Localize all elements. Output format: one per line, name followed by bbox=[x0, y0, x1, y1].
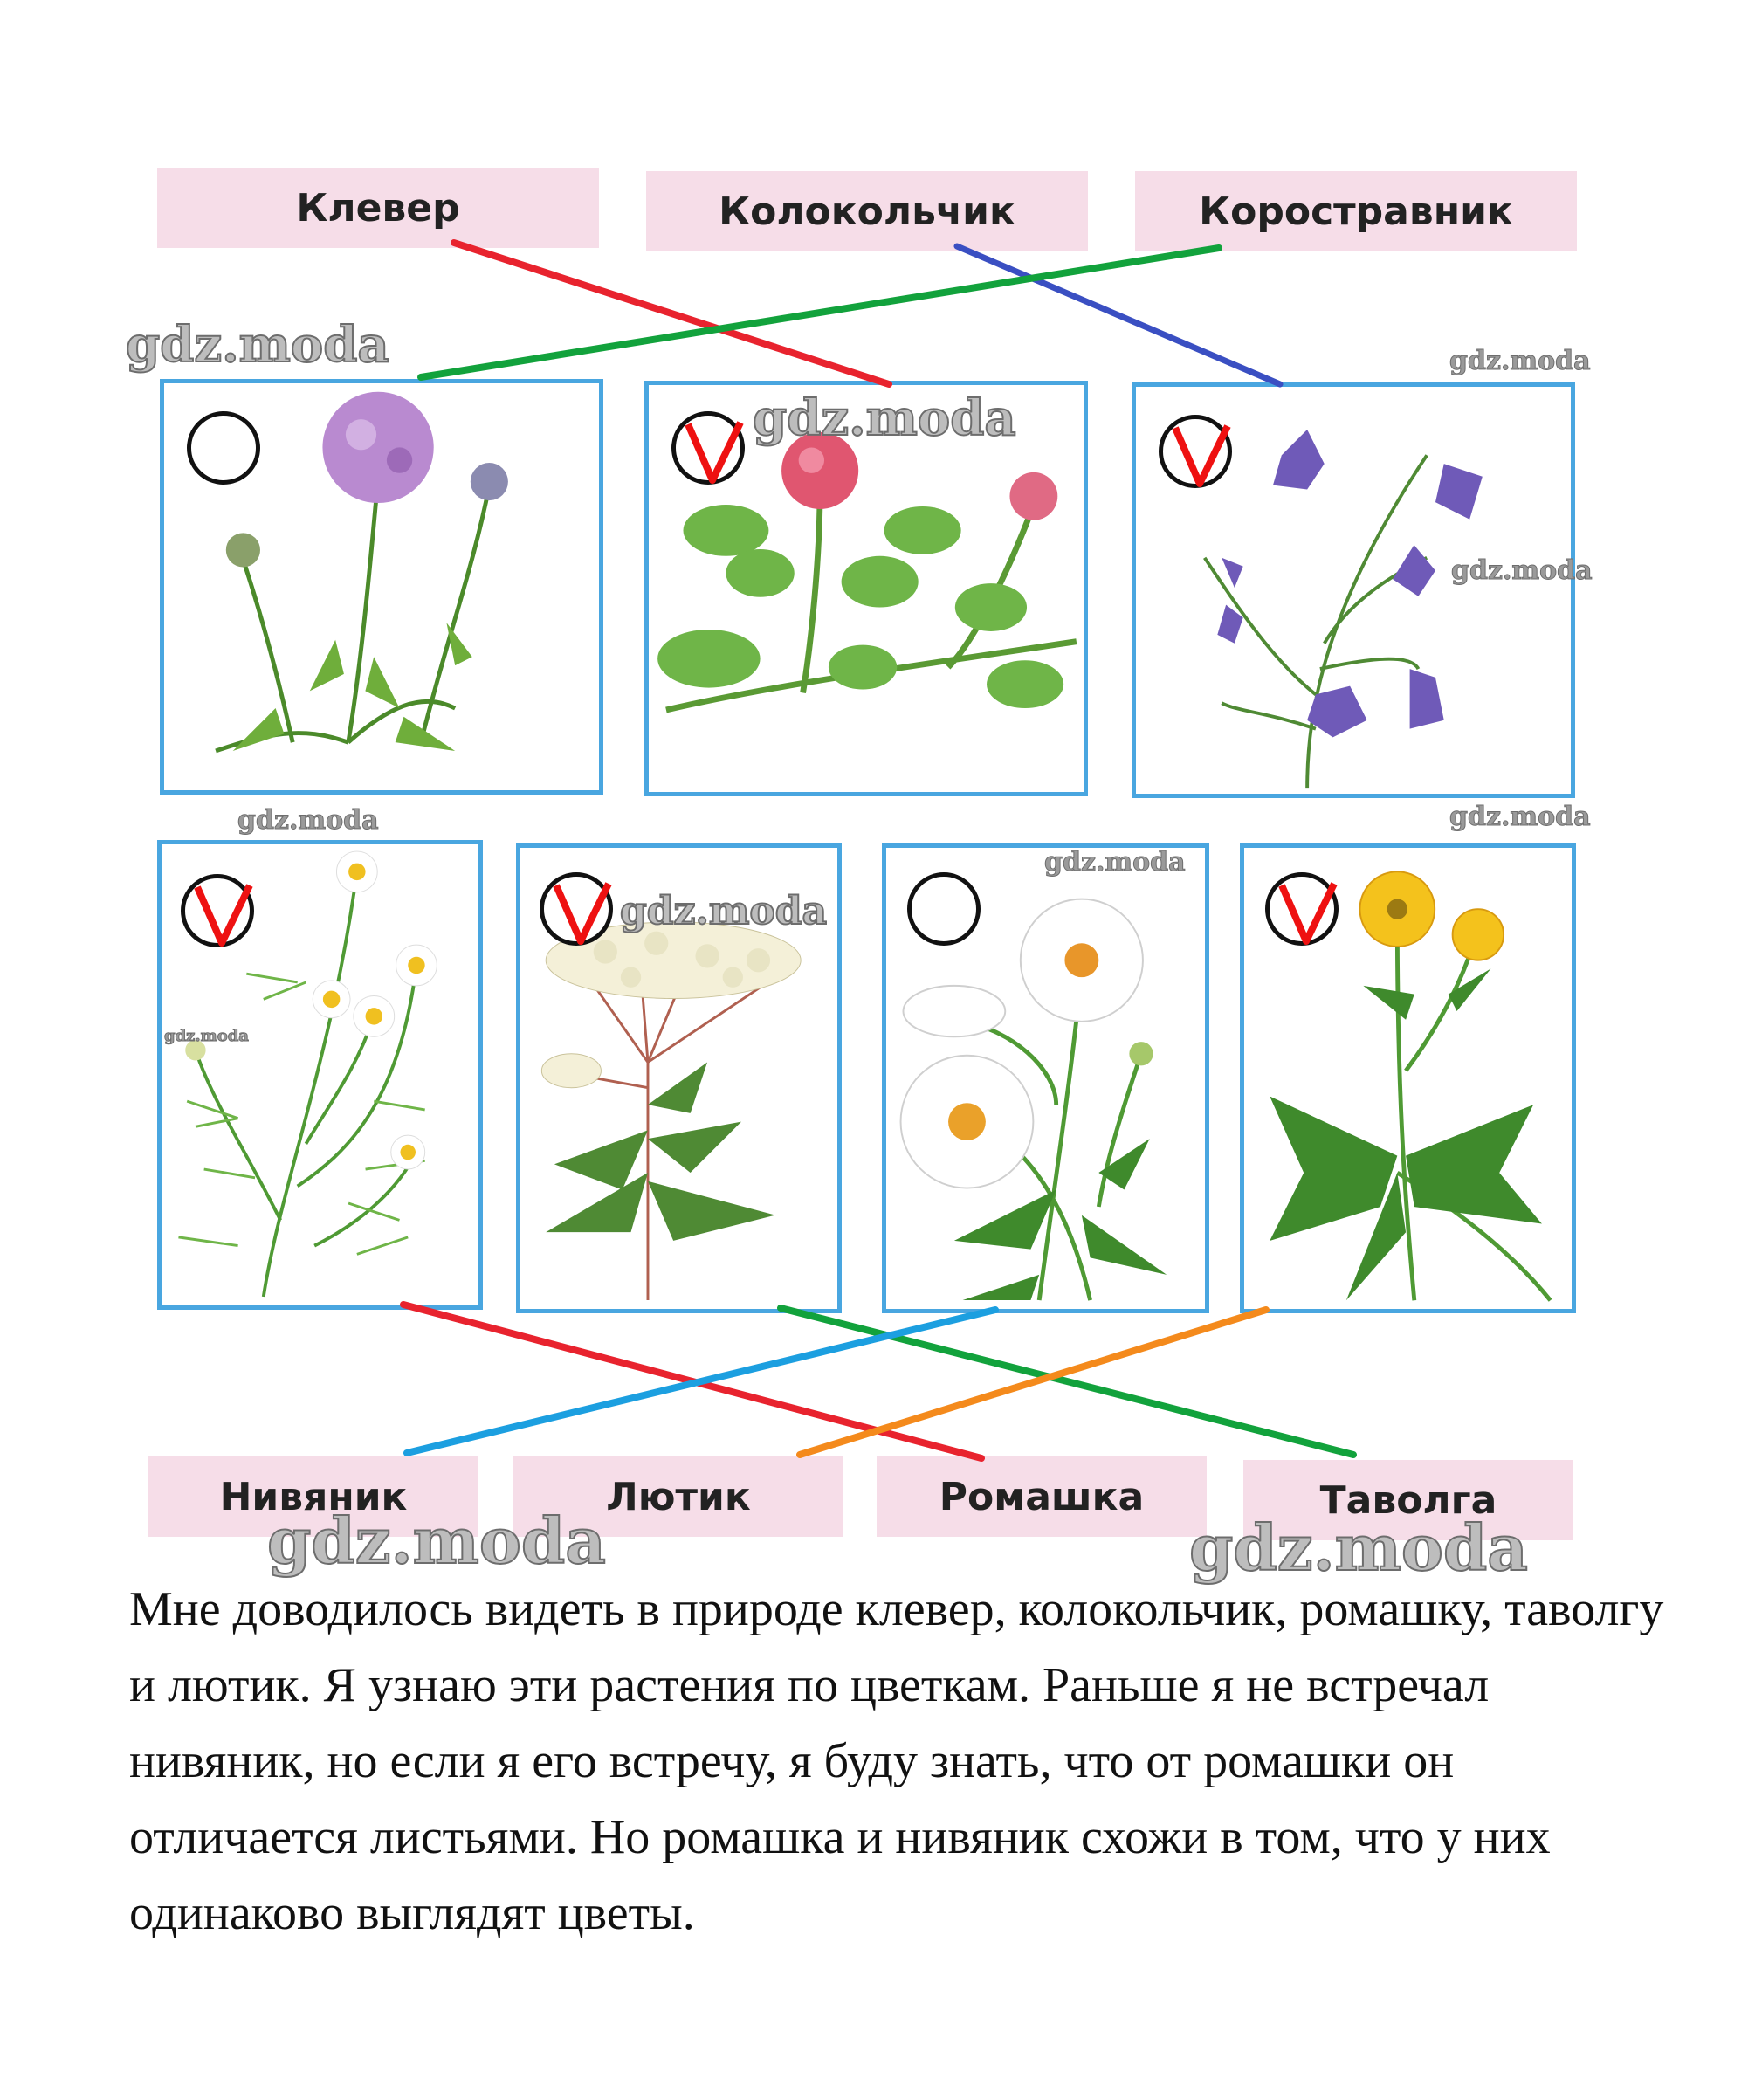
line-korostavnik-to-scabious bbox=[421, 248, 1219, 377]
watermark: gdz.moda bbox=[1451, 555, 1593, 586]
check-mark-icon bbox=[551, 880, 612, 945]
answer-circle[interactable] bbox=[1265, 872, 1339, 946]
check-mark-icon bbox=[1170, 423, 1231, 487]
check-mark-icon bbox=[192, 882, 253, 947]
line-kolokolchik-to-bellflower bbox=[957, 246, 1280, 384]
answer-circle[interactable] bbox=[181, 874, 254, 947]
answer-paragraph: Мне доводилось видеть в природе клевер, колокольчик, ромашку, таволгу и лютик. Я узнаю эти растения по цветкам. Раньше я не встречал нивяник, но если я его встречу, я буду знать, что от ромашки он отличается листьями. Но ромашка и нивяник схожи в том, что у них одинаково выглядят цветы. bbox=[129, 1582, 1664, 1940]
label-romashka[interactable]: Ромашка bbox=[877, 1456, 1207, 1537]
watermark: gdz.moda bbox=[126, 316, 389, 374]
scabious-illustration bbox=[164, 383, 599, 790]
label-kolokolchik[interactable]: Колокольчик bbox=[646, 171, 1088, 251]
watermark: gdz.moda bbox=[164, 1027, 249, 1045]
line-meadowsweet-to-tavolga bbox=[781, 1308, 1353, 1455]
label-korostavnik[interactable]: Коростравник bbox=[1135, 171, 1577, 251]
card-buttercup[interactable] bbox=[1240, 843, 1576, 1313]
card-oxeye-daisy[interactable] bbox=[882, 843, 1209, 1313]
answer-circle[interactable] bbox=[540, 872, 613, 946]
answer-circle[interactable] bbox=[671, 411, 745, 485]
watermark: gdz.moda bbox=[753, 389, 1016, 447]
label-nivyanik[interactable]: Нивяник bbox=[148, 1456, 478, 1537]
line-chamomile-to-romashka bbox=[403, 1305, 981, 1458]
line-oxeye-to-nivyanik bbox=[407, 1310, 995, 1453]
label-tavolga[interactable]: Таволга bbox=[1243, 1460, 1573, 1540]
card-scabious[interactable] bbox=[160, 379, 603, 795]
watermark: gdz.moda bbox=[1044, 847, 1186, 878]
check-mark-icon bbox=[683, 419, 744, 484]
watermark: gdz.moda bbox=[1449, 346, 1591, 376]
watermark: gdz.moda bbox=[267, 1504, 606, 1578]
label-klever[interactable]: Клевер bbox=[157, 168, 599, 248]
card-chamomile[interactable] bbox=[157, 840, 483, 1310]
watermark: gdz.moda bbox=[1189, 1511, 1528, 1585]
label-lyutik[interactable]: Лютик bbox=[513, 1456, 843, 1537]
watermark: gdz.moda bbox=[237, 805, 379, 836]
answer-circle[interactable] bbox=[1159, 415, 1232, 488]
check-mark-icon bbox=[1277, 880, 1338, 945]
watermark: gdz.moda bbox=[1449, 802, 1591, 832]
card-bellflower[interactable] bbox=[1132, 382, 1575, 798]
answer-circle[interactable] bbox=[907, 872, 981, 946]
line-klever-to-clover bbox=[454, 243, 889, 384]
line-buttercup-to-lyutik bbox=[800, 1310, 1266, 1455]
watermark: gdz.moda bbox=[620, 889, 828, 933]
